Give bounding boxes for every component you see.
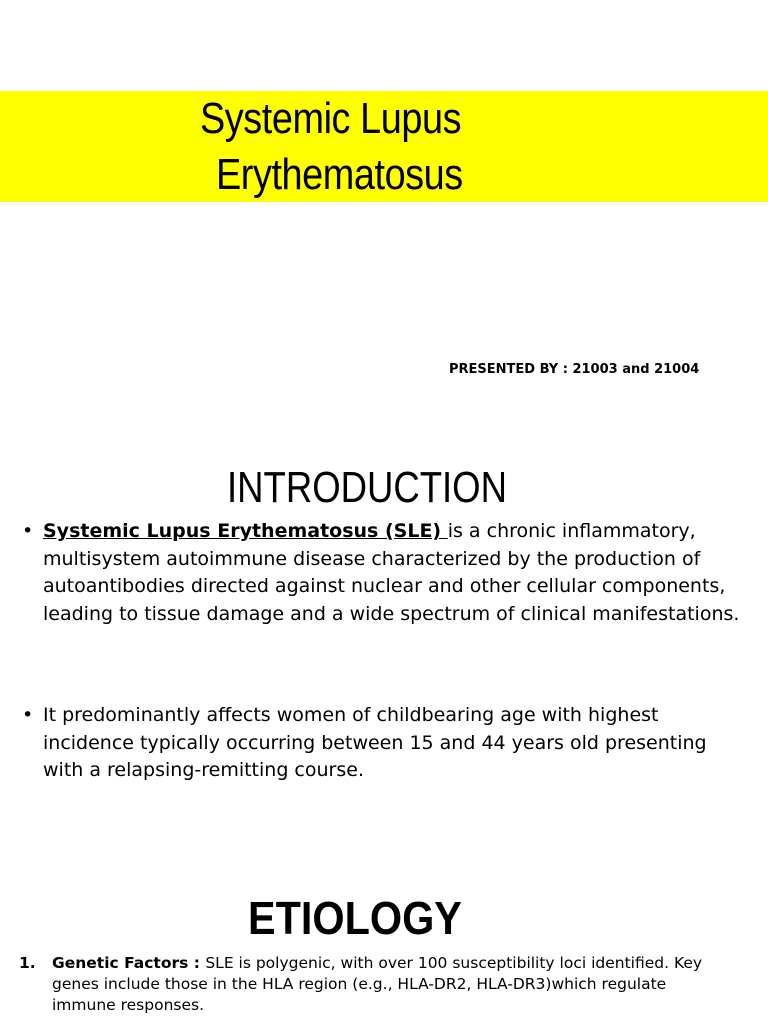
sle-term: Systemic Lupus Erythematosus (SLE) xyxy=(43,520,448,542)
intro-bullet-2-text: It predominantly affects women of childbearing age with highest incidence typically occurring between 15 and 44 years old presenting with a relapsing-remitting course. xyxy=(43,704,707,781)
title-line-1: Systemic Lupus xyxy=(200,94,462,143)
genetic-factors-text: SLE is polygenic, with over 100 susceptibility loci identified. Key genes include those in the HLA region (e.g., HLA-DR2, HLA-DR3)which regulate immune responses. xyxy=(52,954,703,1014)
item-number: 1. xyxy=(19,954,36,972)
etiology-item-1 xyxy=(19,953,719,1016)
title-line-2: Erythematosus xyxy=(216,150,463,199)
bullet-icon: • xyxy=(22,704,34,726)
introduction-heading: INTRODUCTION xyxy=(227,463,507,512)
etiology-heading: ETIOLOGY xyxy=(248,892,462,944)
presented-by: PRESENTED BY : 21003 and 21004 xyxy=(449,362,700,377)
bullet-icon: • xyxy=(22,520,34,542)
intro-bullet-2 xyxy=(22,702,742,785)
genetic-factors-label: Genetic Factors : xyxy=(52,954,206,972)
intro-bullet-1 xyxy=(22,518,742,628)
intro-bullet-1-text: is a chronic inflammatory, multisystem autoimmune disease characterized by the production of autoantibodies directed against nuclear and other cellular components, leading to tissue damage and a wide spectrum of clinical manifestations. xyxy=(43,520,740,625)
